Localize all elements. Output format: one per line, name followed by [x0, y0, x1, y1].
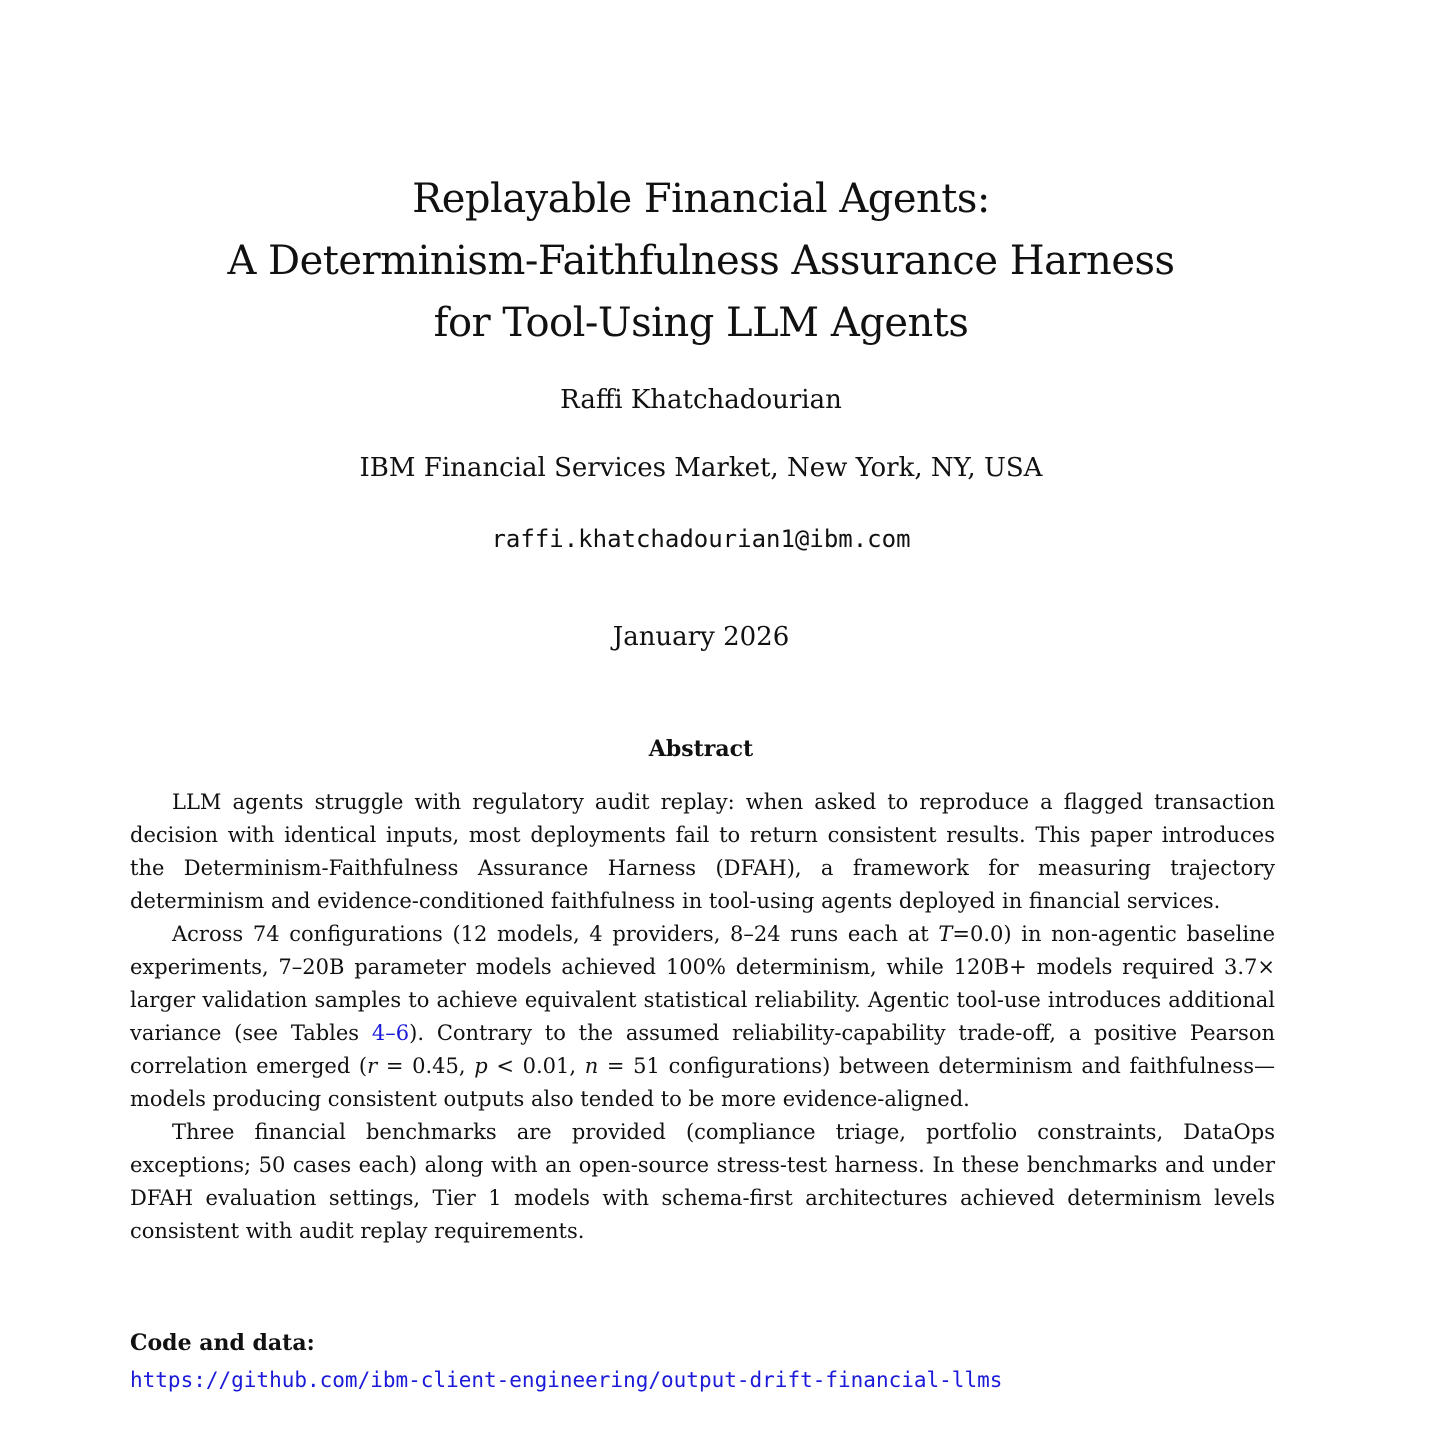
math-n: n: [584, 1054, 599, 1078]
abstract-p2-text-b: =0.0) in non-agentic baseline experiments, 7–20B parameter models achieved 100% determinism, while 120B+ models required 3.7× larger validation samples to achieve equivalent statistical reliability. Agentic tool-use introduces additional variance (see Tables: [130, 922, 1275, 1045]
code-data-label: Code and data:: [130, 1330, 315, 1356]
abstract-p2-text-c: ). Contrary to the assumed reliability-capability trade-off, a positive Pearson correlation emerged (: [130, 1021, 1275, 1078]
author-email[interactable]: raffi.khatchadourian1@ibm.com: [491, 525, 911, 553]
title-line-1: Replayable Financial Agents:: [412, 176, 990, 222]
abstract-p2-text-e: < 0.01,: [487, 1054, 585, 1078]
abstract-paragraph-2: [130, 918, 1275, 1116]
author-name: Raffi Khatchadourian: [560, 385, 842, 415]
abstract-body: [130, 786, 1275, 1248]
math-p: p: [474, 1054, 488, 1078]
author-affiliation: IBM Financial Services Market, New York, NY, USA: [359, 453, 1043, 483]
abstract-p2-text-f: = 51 configurations) between determinism and faithfulness—models producing consistent outputs also tended to be more evidence-aligned.: [130, 1054, 1275, 1111]
code-repository-link[interactable]: https://github.com/ibm-client-engineering/output-drift-financial-llms: [130, 1368, 1003, 1392]
math-r: r: [367, 1054, 378, 1078]
title-line-2: A Determinism-Faithfulness Assurance Harness: [227, 238, 1175, 284]
publication-date: January 2026: [612, 622, 790, 652]
abstract-p2-text-d: = 0.45,: [377, 1054, 475, 1078]
abstract-paragraph-1: LLM agents struggle with regulatory audit replay: when asked to reproduce a flagged transaction decision with identical inputs, most deployments fail to return consistent results. This paper introduces the Determinism-Faithfulness Assurance Harness (DFAH), a framework for measuring trajectory determinism and evidence-conditioned faithfulness in tool-using agents deployed in financial services.: [130, 790, 1275, 913]
title-line-3: for Tool-Using LLM Agents: [433, 300, 969, 346]
math-T: T: [938, 922, 953, 946]
abstract-heading: Abstract: [648, 736, 754, 762]
abstract-paragraph-3: Three financial benchmarks are provided (compliance triage, portfolio constraints, DataOps exceptions; 50 cases each) along with an open-source stress-test harness. In these benchmarks and under DFAH evaluation settings, Tier 1 models with schema-first architectures achieved determinism levels consistent with audit replay requirements.: [130, 1120, 1275, 1243]
tables-reference-link[interactable]: 4–6: [371, 1021, 410, 1045]
paper-title: [0, 168, 1402, 354]
abstract-p2-text-a: Across 74 configurations (12 models, 4 providers, 8–24 runs each at: [172, 922, 939, 946]
